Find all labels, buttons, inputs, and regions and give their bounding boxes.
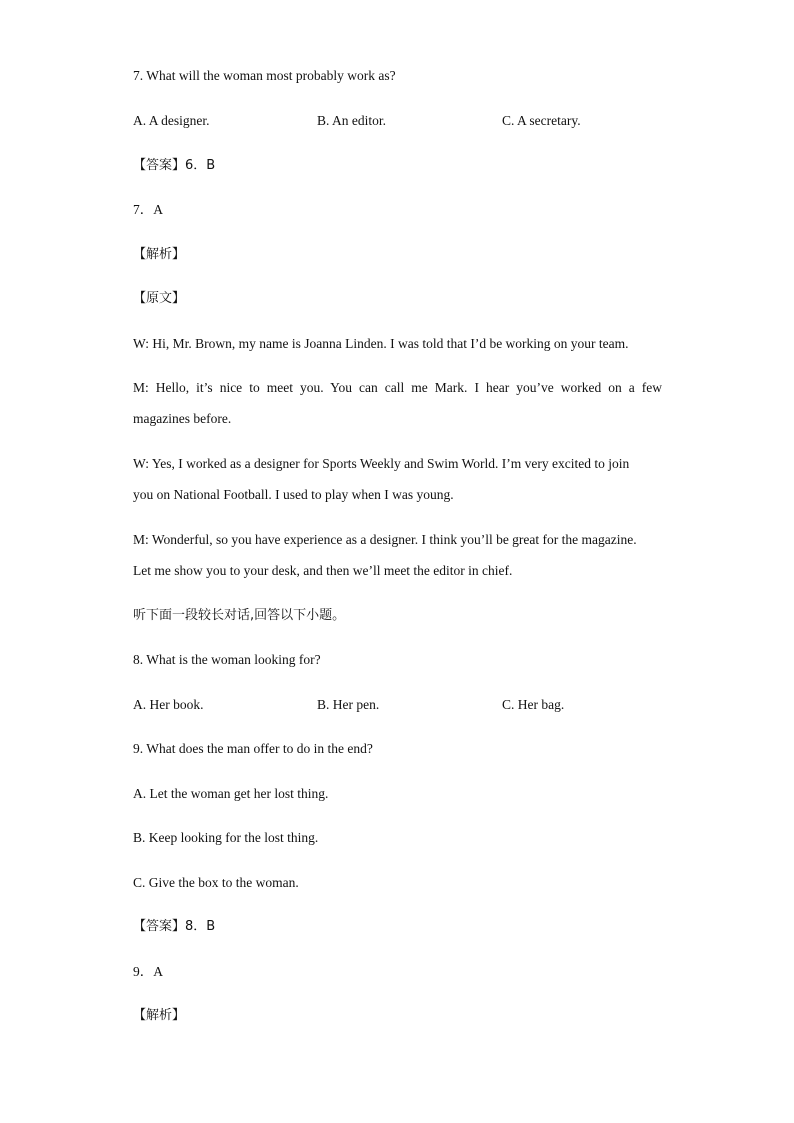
q7-option-a: A. A designer. bbox=[133, 113, 210, 128]
question-9: 9. What does the man offer to do in the end? bbox=[133, 741, 373, 756]
q7-option-b: B. An editor. bbox=[317, 113, 387, 128]
dialogue-line-5: you on National Football. I used to play when I was young. bbox=[133, 487, 454, 502]
q8-option-a: A. Her book. bbox=[133, 697, 204, 712]
dialogue-line-7: Let me show you to your desk, and then we’ll meet the editor in chief. bbox=[133, 563, 513, 578]
dialogue-line-4: W: Yes, I worked as a designer for Sports Weekly and Swim World. I’m very excited to join bbox=[133, 456, 630, 471]
q9-option-a: A. Let the woman get her lost thing. bbox=[133, 786, 329, 801]
original-text-heading: 【原文】 bbox=[133, 291, 186, 306]
analysis-heading-2: 【解析】 bbox=[133, 1008, 186, 1023]
q8-option-b: B. Her pen. bbox=[317, 697, 380, 712]
answer-7: 7．A bbox=[133, 202, 163, 217]
dialogue-line-1: W: Hi, Mr. Brown, my name is Joanna Linden. I was told that I’d be working on your team. bbox=[133, 336, 629, 351]
q7-option-c: C. A secretary. bbox=[502, 113, 581, 128]
q9-option-b: B. Keep looking for the lost thing. bbox=[133, 830, 319, 845]
section-intro: 听下面一段较长对话,回答以下小题。 bbox=[133, 608, 346, 623]
answer-heading-2: 【答案】8．B bbox=[133, 919, 216, 934]
question-8: 8. What is the woman looking for? bbox=[133, 652, 321, 667]
analysis-heading-1: 【解析】 bbox=[133, 247, 186, 262]
question-7: 7. What will the woman most probably work as? bbox=[133, 68, 396, 83]
answer-9: 9．A bbox=[133, 964, 163, 979]
dialogue-line-6: M: Wonderful, so you have experience as a designer. I think you’ll be great for the magazine. bbox=[133, 532, 637, 547]
dialogue-line-3: magazines before. bbox=[133, 411, 232, 426]
dialogue-line-2: M: Hello, it’s nice to meet you. You can call me Mark. I hear you’ve worked on a few bbox=[133, 380, 662, 395]
answer-heading-1: 【答案】6．B bbox=[133, 158, 216, 173]
q8-option-c: C. Her bag. bbox=[502, 697, 565, 712]
q9-option-c: C. Give the box to the woman. bbox=[133, 875, 299, 890]
